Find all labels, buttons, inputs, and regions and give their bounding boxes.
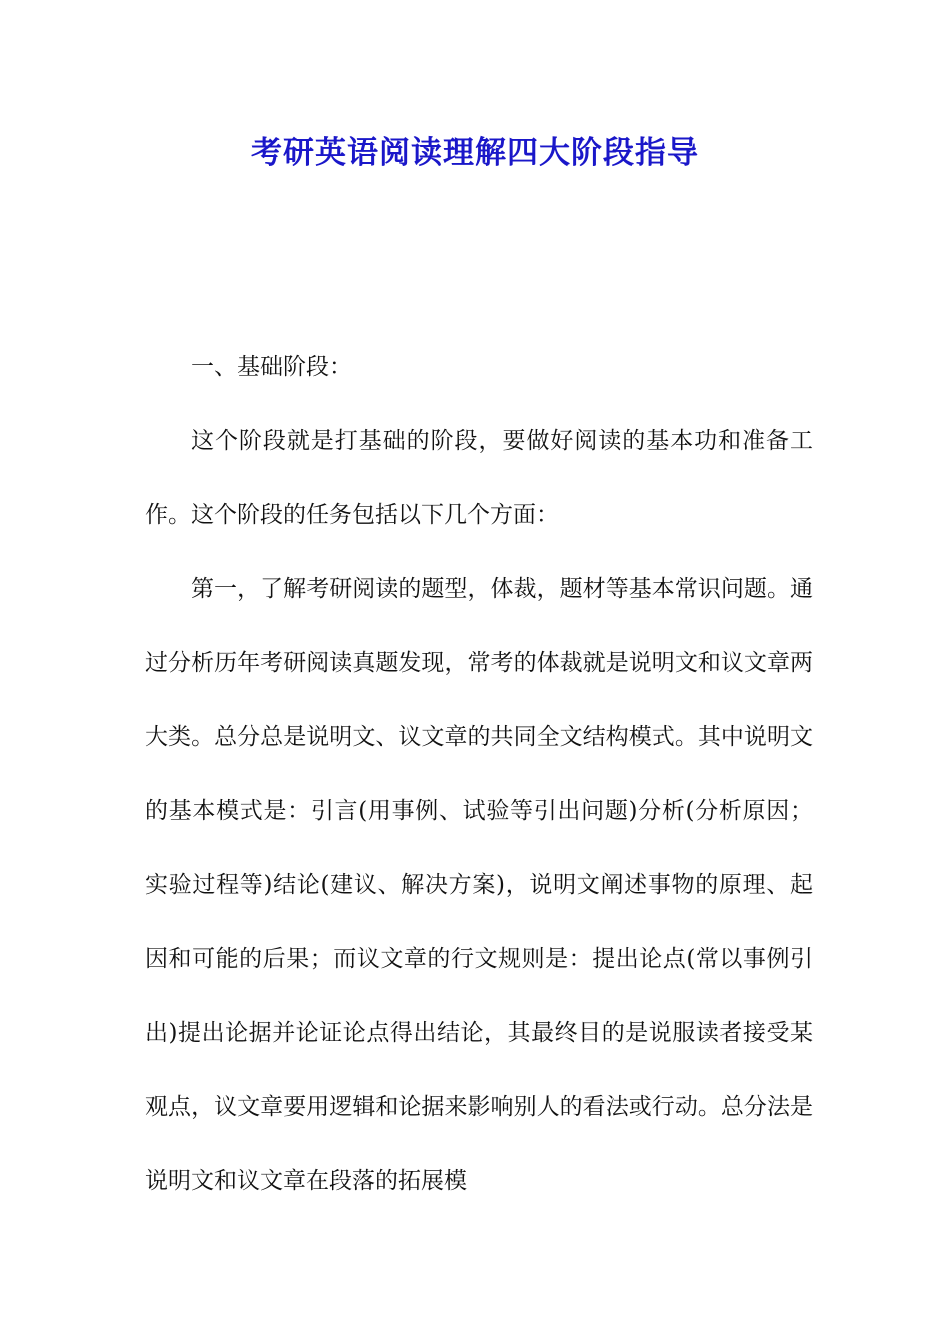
section-heading: 一、基础阶段：	[191, 354, 352, 380]
document-body	[145, 330, 813, 1218]
document-title: 考研英语阅读理解四大阶段指导	[251, 135, 699, 171]
paragraph-intro: 这个阶段就是打基础的阶段，要做好阅读的基本功和准备工作。这个阶段的任务包括以下几个方面：	[145, 428, 813, 528]
paragraph-first-point: 第一，了解考研阅读的题型，体裁，题材等基本常识问题。通过分析历年考研阅读真题发现，常考的体裁就是说明文和议文章两大类。总分总是说明文、议文章的共同全文结构模式。其中说明文的基本模式是：引言(用事例、试验等引出问题)分析(分析原因；实验过程等)结论(建议、解决方案)，说明文阐述事物的原理、起因和可能的后果；而议文章的行文规则是：提出论点(常以事例引出)提出论据并论证论点得出结论，其最终目的是说服读者接受某观点，议文章要用逻辑和论据来影响别人的看法或行动。总分法是说明文和议文章在段落的拓展模	[145, 576, 813, 1194]
